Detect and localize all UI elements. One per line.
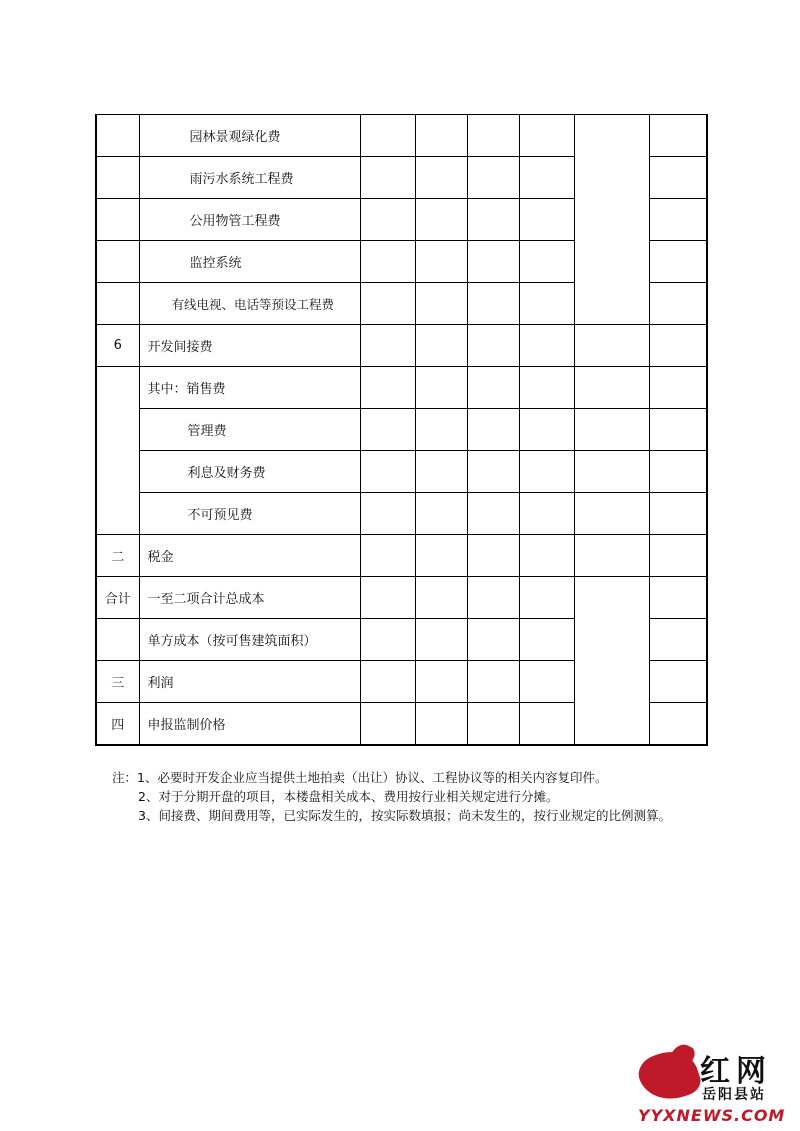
note-3: 3、间接费、期间费用等，已实际发生的，按实际数填报；尚未发生的，按行业规定的比例测算。: [138, 808, 671, 823]
value-cell[interactable]: [519, 703, 574, 745]
row-item-cell: 税金: [139, 535, 360, 577]
row-item-cell: 利润: [139, 661, 360, 703]
value-cell[interactable]: [649, 157, 707, 199]
value-cell[interactable]: [467, 115, 519, 157]
value-cell[interactable]: [574, 325, 649, 367]
table-row: [96, 493, 707, 535]
row-number-cell: [96, 157, 139, 199]
value-cell[interactable]: [519, 451, 574, 493]
row-item-cell: 单方成本（按可售建筑面积）: [139, 619, 360, 661]
value-cell[interactable]: [649, 325, 707, 367]
value-cell[interactable]: [649, 451, 707, 493]
row-number-cell: [96, 283, 139, 325]
value-cell[interactable]: [360, 367, 415, 409]
row-item-cell: 园林景观绿化费: [139, 115, 360, 157]
table-row: [96, 661, 707, 703]
value-cell[interactable]: [467, 577, 519, 619]
row-number-cell: [96, 241, 139, 283]
row-item-cell: 利息及财务费: [139, 451, 360, 493]
value-cell[interactable]: [467, 451, 519, 493]
logo-site: 岳阳县站: [702, 1087, 766, 1103]
value-cell[interactable]: [574, 283, 649, 325]
value-cell[interactable]: [467, 535, 519, 577]
value-cell[interactable]: [519, 157, 574, 199]
value-cell[interactable]: [415, 451, 467, 493]
value-cell[interactable]: [574, 199, 649, 241]
value-cell[interactable]: [360, 493, 415, 535]
row-item-cell: 监控系统: [139, 241, 360, 283]
table-row: [96, 115, 707, 157]
value-cell[interactable]: [519, 619, 574, 661]
value-cell[interactable]: [360, 703, 415, 745]
value-cell[interactable]: [519, 241, 574, 283]
value-cell[interactable]: [519, 409, 574, 451]
value-cell[interactable]: [467, 493, 519, 535]
row-number-cell: 四: [96, 703, 139, 745]
cost-table: [95, 114, 708, 746]
logo-url: YYXNEWS.COM: [638, 1106, 786, 1125]
value-cell[interactable]: [574, 451, 649, 493]
value-cell[interactable]: [649, 577, 707, 619]
value-cell[interactable]: [415, 241, 467, 283]
value-cell[interactable]: [415, 619, 467, 661]
value-cell[interactable]: [649, 199, 707, 241]
value-cell[interactable]: [519, 577, 574, 619]
value-cell[interactable]: [574, 577, 649, 619]
value-cell[interactable]: [415, 661, 467, 703]
row-item-cell: 其中：销售费: [139, 367, 360, 409]
table-row: [96, 619, 707, 661]
value-cell[interactable]: [415, 283, 467, 325]
value-cell[interactable]: [649, 619, 707, 661]
value-cell[interactable]: [574, 157, 649, 199]
value-cell[interactable]: [649, 703, 707, 745]
row-number-cell: 合计: [96, 577, 139, 619]
row-number-cell: [96, 367, 139, 535]
table-row: [96, 703, 707, 745]
value-cell[interactable]: [415, 577, 467, 619]
value-cell[interactable]: [574, 241, 649, 283]
value-cell[interactable]: [467, 703, 519, 745]
value-cell[interactable]: [519, 661, 574, 703]
value-cell[interactable]: [649, 241, 707, 283]
value-cell[interactable]: [415, 367, 467, 409]
value-cell[interactable]: [415, 493, 467, 535]
row-number-cell: [96, 619, 139, 661]
table-row: [96, 367, 707, 409]
value-cell[interactable]: [519, 367, 574, 409]
value-cell[interactable]: [574, 535, 649, 577]
table-row: [96, 535, 707, 577]
value-cell[interactable]: [360, 577, 415, 619]
value-cell[interactable]: [574, 367, 649, 409]
table-row: [96, 325, 707, 367]
row-number-cell: [96, 199, 139, 241]
row-item-cell: 申报监制价格: [139, 703, 360, 745]
table-row: [96, 409, 707, 451]
value-cell[interactable]: [360, 157, 415, 199]
value-cell[interactable]: [519, 535, 574, 577]
value-cell[interactable]: [649, 661, 707, 703]
row-item-cell: 一至二项合计总成本: [139, 577, 360, 619]
value-cell[interactable]: [360, 535, 415, 577]
table-row: [96, 283, 707, 325]
value-cell[interactable]: [574, 703, 649, 745]
value-cell[interactable]: [415, 409, 467, 451]
value-cell[interactable]: [519, 115, 574, 157]
value-cell[interactable]: [360, 409, 415, 451]
note-2: 2、对于分期开盘的项目，本楼盘相关成本、费用按行业相关规定进行分摊。: [138, 789, 559, 804]
row-item-cell: 雨污水系统工程费: [139, 157, 360, 199]
row-item-cell: 公用物管工程费: [139, 199, 360, 241]
value-cell[interactable]: [467, 241, 519, 283]
value-cell[interactable]: [649, 409, 707, 451]
value-cell[interactable]: [467, 367, 519, 409]
value-cell[interactable]: [467, 409, 519, 451]
value-cell[interactable]: [360, 451, 415, 493]
site-logo: [630, 1042, 795, 1127]
value-cell[interactable]: [360, 115, 415, 157]
row-number-cell: [96, 115, 139, 157]
value-cell[interactable]: [467, 283, 519, 325]
row-item-cell: 管理费: [139, 409, 360, 451]
row-item-cell: 开发间接费: [139, 325, 360, 367]
value-cell[interactable]: [415, 157, 467, 199]
value-cell[interactable]: [415, 535, 467, 577]
value-cell[interactable]: [415, 199, 467, 241]
value-cell[interactable]: [360, 619, 415, 661]
value-cell[interactable]: [360, 283, 415, 325]
row-number-cell: 二: [96, 535, 139, 577]
cost-table-body: [96, 115, 707, 745]
value-cell[interactable]: [574, 619, 649, 661]
notes: [112, 768, 671, 825]
row-item-cell: 不可预见费: [139, 493, 360, 535]
value-cell[interactable]: [360, 325, 415, 367]
value-cell[interactable]: [467, 157, 519, 199]
value-cell[interactable]: [519, 325, 574, 367]
table-row: [96, 577, 707, 619]
value-cell[interactable]: [467, 199, 519, 241]
row-number-cell: 6: [96, 325, 139, 367]
logo-name: 红网: [700, 1054, 772, 1089]
value-cell[interactable]: [467, 619, 519, 661]
value-cell[interactable]: [415, 325, 467, 367]
value-cell[interactable]: [649, 115, 707, 157]
table-row: [96, 199, 707, 241]
value-cell[interactable]: [360, 199, 415, 241]
table-row: [96, 451, 707, 493]
row-item-cell: 有线电视、电话等预设工程费: [139, 283, 360, 325]
value-cell[interactable]: [519, 493, 574, 535]
value-cell[interactable]: [574, 661, 649, 703]
value-cell[interactable]: [649, 367, 707, 409]
value-cell[interactable]: [574, 409, 649, 451]
value-cell[interactable]: [519, 199, 574, 241]
value-cell[interactable]: [415, 115, 467, 157]
note-1: 注：1、必要时开发企业应当提供土地拍卖（出让）协议、工程协议等的相关内容复印件。: [112, 770, 608, 785]
value-cell[interactable]: [467, 661, 519, 703]
table-row: [96, 157, 707, 199]
row-number-cell: 三: [96, 661, 139, 703]
value-cell[interactable]: [574, 115, 649, 157]
value-cell[interactable]: [467, 325, 519, 367]
value-cell[interactable]: [360, 241, 415, 283]
value-cell[interactable]: [649, 493, 707, 535]
value-cell[interactable]: [360, 661, 415, 703]
value-cell[interactable]: [649, 283, 707, 325]
value-cell[interactable]: [574, 493, 649, 535]
table-row: [96, 241, 707, 283]
value-cell[interactable]: [415, 703, 467, 745]
value-cell[interactable]: [649, 535, 707, 577]
value-cell[interactable]: [519, 283, 574, 325]
